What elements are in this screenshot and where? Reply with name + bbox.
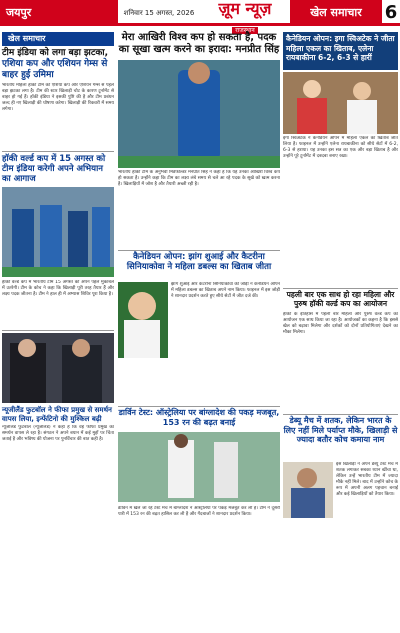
page-number: 6 [384,2,398,23]
story1-body: भारतीय महिला हॉकी टीम को एशिया कप और एशियन गेम्स से पहले बड़ा झटका लगा है। टीम की स्टार खिलाड़ी चोट के कारण टूर्नामेंट से बाहर हो गई हैं। हॉकी इंडिया ने इसकी पुष्टि की है और टीम प्रबंधन जल्द ही नए खिलाड़ी की घोषणा करेगा। खिलाड़ी की रिकवरी में समय लगेगा। [2,83,114,112]
center-story2-headline: कैनेडियन ओपन: झांग शुआई और कैटरीना सिनियाकोवा ने महिला डबल्स का खिताब जीता [126,252,272,272]
city-label: जयपुर [0,0,118,26]
center-story3-photo [118,432,280,502]
center-story2-body: झांग शुआई और कैटरीना सिनियाकोवा की जोड़ी ने कैनेडियन ओपन में महिला डबल्स का खिताब अपने नाम किया। फाइनल में इस जोड़ी ने शानदार प्रदर्शन करते हुए सीधे सेटों में जीत दर्ज की। [171,282,280,299]
right-story2-headline: पहली बार एक साथ हो रहा महिला और पुरुष हॉकी वर्ल्ड कप का आयोजन [286,290,395,308]
right-story1-photo [283,72,398,134]
logo-subtitle: राजस्थान [232,27,257,34]
story2-headline: हॉकी वर्ल्ड कप में 15 अगस्त को टीम इंडिया करेगी अपने अभियान का आगाज [2,154,106,184]
divider [118,406,280,407]
divider [2,330,114,331]
logo-text: ज़ूम न्यूज़ [218,0,272,18]
left-column [2,48,114,485]
story2-photo [2,187,114,277]
right-story3-photo [283,462,333,518]
story3-photo [2,333,114,403]
right-story2-body: हॉकी के इतिहास में पहली बार महिला और पुरुष वर्ल्ड कप का आयोजन एक साथ किया जा रहा है। आयोजकों का कहना है कि इससे खेल को बढ़ावा मिलेगा और दर्शकों को दोनों प्रतियोगिताएं देखने का मौका मिलेगा। [283,312,398,335]
story1-headline-line1: टीम इंडिया को लगा बड़ा झटका, [2,48,109,58]
right-story3-body: इस खिलाड़ी ने अपने डेब्यू टेस्ट मैच में शतक लगाकर सबका ध्यान खींचा था, लेकिन उन्हें भारतीय टीम में ज्यादा मौके नहीं मिले। बाद में उन्होंने कोच के रूप में अपनी अलग पहचान बनाई और कई खिलाड़ियों को तैयार किया। [336,462,398,497]
center-story3-body: डार्विन में खेले जा रहे टेस्ट मैच में बांग्लादेश ने ऑस्ट्रेलिया पर पकड़ मजबूत कर ली है। टीम ने दूसरी पारी में 153 रन की बढ़त हासिल कर ली है और गेंदबाजों ने शानदार प्रदर्शन किया। [118,506,280,517]
story1-headline [2,48,114,81]
newspaper-logo [202,0,288,34]
right-story3-headline: डेब्यू मैच में शतक, लेकिन भारत के लिए नहीं मिले पर्याप्त मौके, खिलाड़ी से ज्यादा बतौर कोच कमाया नाम [283,416,398,444]
right-story1-body: इगा स्विअटेक ने कैनेडियन ओपन में महिला एकल का खिताब जीत लिया है। फाइनल में उन्होंने एलेना रायबाकीना को सीधे सेटों में 6-2, 6-3 से हराया। यह उनका इस सत्र का एक और बड़ा खिताब है और उन्होंने पूरे टूर्नामेंट में दबदबा बनाए रखा। [283,136,398,159]
divider [283,414,398,415]
divider [2,151,114,152]
story3-headline: न्यूजीलैंड फुटबॉल ने फीफा प्रमुख से समर्थन वापस लिया, इन्फेंटिनो की मुश्किल बढ़ी [2,406,112,423]
divider [118,250,280,251]
section-tab: खेल समाचार [2,32,114,46]
issue-date: शनिवार 15 अगस्त, 2026 [123,9,195,17]
masthead [0,0,400,34]
center-headline: मेरा आखिरी विश्व कप हो सकता है, पदक का सूखा खत्म करने का इरादा: मनप्रीत सिंह [118,32,280,55]
hero-photo [118,60,280,168]
section-label: खेल समाचार [290,0,382,26]
story2-body: हॉकी वर्ल्ड कप में भारतीय टीम 15 अगस्त को अपने पहले मुकाबले में उतरेगी। टीम के कोच ने कहा कि खिलाड़ी पूरी तरह तैयार हैं और लक्ष्य पदक जीतना है। टीम ने हाल ही में अभ्यास शिविर पूरा किया है। [2,280,114,297]
center-story2-photo [118,282,168,358]
divider [283,288,398,289]
center-story3-headline: डार्विन टेस्ट: ऑस्ट्रेलिया पर बांग्लादेश की पकड़ मजबूत, 153 रन की बढ़त बनाई [118,408,280,427]
story3-body: न्यूजीलैंड फुटबॉल (न्यूजीलैंड) ने कहा है कि वह फीफा प्रमुख का समर्थन वापस ले रहा है। संगठन ने अपने बयान में कई मुद्दों पर चिंता जताई है और भविष्य की योजना पर पुनर्विचार की बात कही है। [2,425,114,442]
right-headline-box: कैनेडियन ओपन: इगा स्विअटेक ने जीता महिला एकल का खिताब, एलेना रायबाकीना 6-2, 6-3 से हारीं [283,32,398,70]
center-story1 [118,170,280,248]
center-story1-body: भारतीय हॉकी टीम के अनुभवी मिडफील्डर मनप्रीत सिंह ने कहा है कि यह उनका आखिरी विश्व कप हो सकता है। उन्होंने कहा कि टीम का लक्ष्य लंबे समय से चले आ रहे पदक के सूखे को खत्म करना है। खिलाड़ियों में जोश है और तैयारी अच्छी रही है। [118,170,280,187]
story1-headline-line2: एशिया कप और एशियन गेम्स से बाहर हुई उमिमा [2,59,108,80]
